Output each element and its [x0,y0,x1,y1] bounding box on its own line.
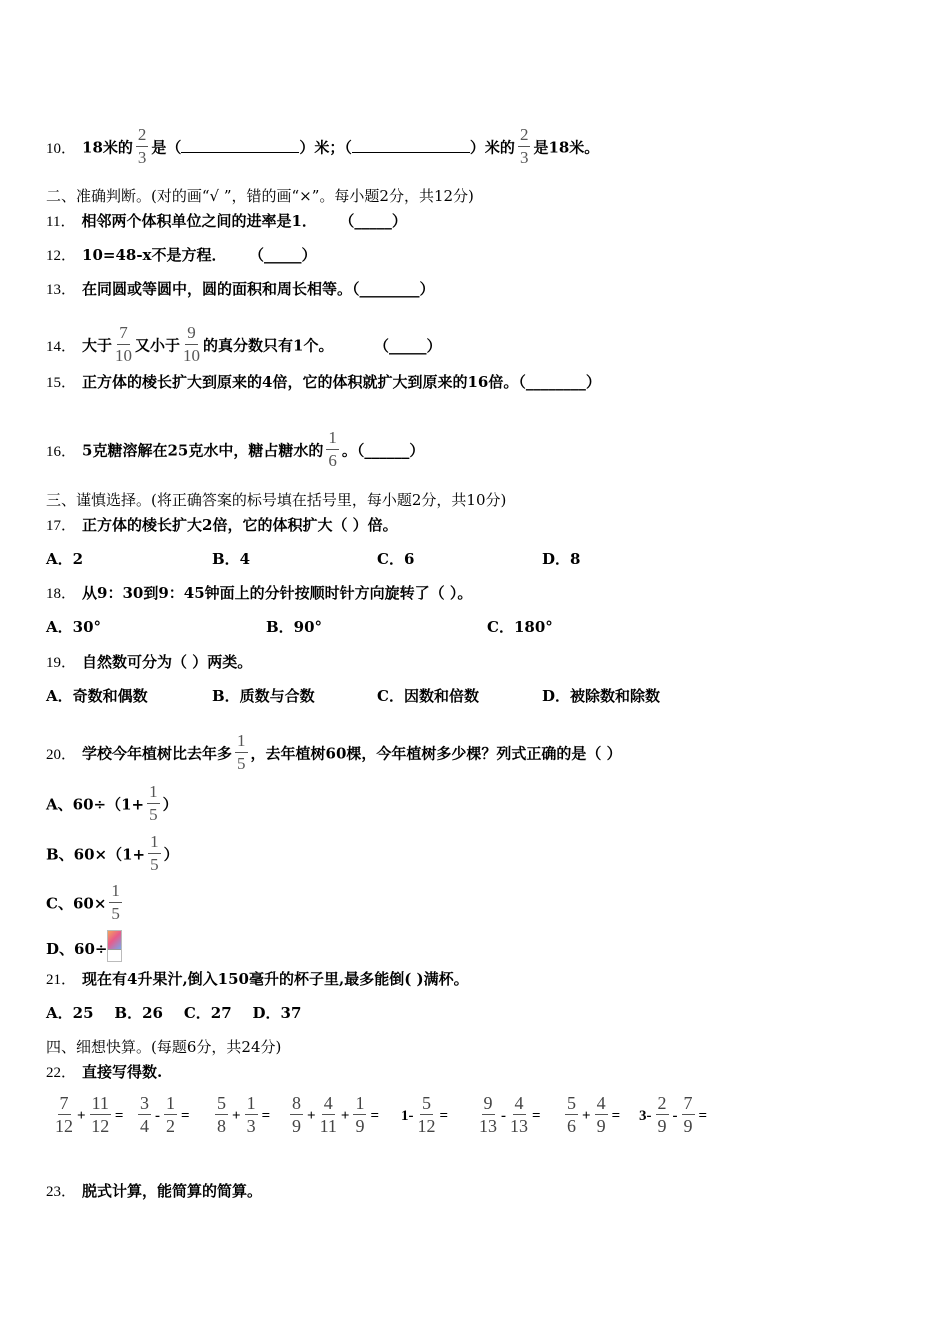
answer-blank[interactable]: （_____） [381,336,442,355]
question-22: 22． 直接写得数. [46,1063,163,1081]
question-12: 12． 10=48-x不是方程． （_____） [46,246,317,264]
question-20: 20． 学校今年植树比去年多 $\frac{1}{5}$ ，去年植树60棵，今年植树多少棵？列式正确的是（ ） [46,731,622,773]
calc-item-4[interactable]: $\frac{8}{9}$ + $\frac{4}{11}$ + $\frac{1}{9}$ = [292,1093,380,1136]
calc-item-5[interactable]: 1- $\frac{5}{12}$ = [401,1093,449,1136]
question-21: 21． 现在有4升果汁,倒入150毫升的杯子里,最多能倒( )满杯。 [46,970,469,988]
fraction: $\frac{1}{5}$ [237,731,246,773]
fraction: $\frac{9}{10}$ [183,323,201,365]
answer-blank[interactable]: （_____） [346,212,407,230]
option-d[interactable]: D．被除数和除数 [542,687,661,705]
question-number: 10． [46,140,77,157]
section-2-title: 二、准确判断。(对的画“√ ”，错的画“×”。每小题2分，共12分) [46,187,474,205]
answer-blank[interactable]: （_____） [256,246,317,264]
fraction: $\frac{1}{5}$ [149,782,158,824]
question-18: 18． 从9：30到9：45钟面上的分针按顺时针方向旋转了（ ）。 [46,584,473,602]
question-19: 19． 自然数可分为（ ）两类。 [46,653,253,671]
calc-item-1[interactable]: $\frac{7}{12}$ + $\frac{11}{12}$ = [55,1093,124,1136]
question-16: 16． 5克糖溶解在25克水中，糖占糖水的 $\frac{1}{6}$ 。（______） [46,428,425,470]
options-row[interactable]: A．25 B．26 C．27 D．37 [46,1004,302,1022]
option-d[interactable]: D．8 [542,550,581,568]
option-b[interactable]: B、60×（1+ $\frac{1}{5}$ ） [46,832,179,874]
option-b[interactable]: B．4 [212,550,251,568]
fraction: $\frac{1}{5}$ [150,832,159,874]
question-14: 14． 大于 $\frac{7}{10}$ 又小于 $\frac{9}{10}$ 的真分数只有1个。 （_____） [46,323,442,365]
fraction: $\frac{7}{10}$ [115,323,133,365]
option-c[interactable]: C．因数和倍数 [377,687,479,705]
calc-item-8[interactable]: 3- $\frac{2}{9}$ - $\frac{7}{9}$ = [639,1093,708,1136]
option-c[interactable]: C．180° [487,618,553,636]
option-a[interactable]: A．奇数和偶数 [46,687,148,705]
section-3-title: 三、谨慎选择。(将正确答案的标号填在括号里，每小题2分，共10分) [46,491,507,509]
option-a[interactable]: A．2 [46,550,84,568]
option-b[interactable]: B．90° [266,618,323,636]
calc-item-7[interactable]: $\frac{5}{6}$ + $\frac{4}{9}$ = [567,1093,621,1136]
option-b[interactable]: B．质数与合数 [212,687,315,705]
question-13: 13． 在同圆或等圆中，圆的面积和周长相等。（________） [46,280,435,298]
section-4-title: 四、细想快算。(每题6分，共24分) [46,1038,282,1056]
question-15: 15． 正方体的棱长扩大到原来的4倍，它的体积就扩大到原来的16倍。（________） [46,373,601,391]
question-17: 17． 正方体的棱长扩大2倍，它的体积扩大（ ）倍。 [46,516,398,534]
question-10: 10． 18米的 $\frac{2}{3}$ 是（ ）米；（ ）米的 $\frac{2}{3}$ 是18米。 [46,125,600,167]
broken-image-icon [107,930,122,962]
option-c[interactable]: C．6 [377,550,415,568]
fraction: $\frac{1}{5}$ [111,881,120,923]
calc-item-2[interactable]: $\frac{3}{4}$ - $\frac{1}{2}$ = [140,1093,190,1136]
option-a[interactable]: A．30° [46,618,102,636]
calc-item-3[interactable]: $\frac{5}{8}$ + $\frac{1}{3}$ = [217,1093,271,1136]
option-a[interactable]: A、60÷（1+ $\frac{1}{5}$ ） [46,782,178,824]
fraction: $\frac{1}{6}$ [328,428,337,470]
fraction: $\frac{2}{3}$ [519,125,529,167]
calc-item-6[interactable]: $\frac{9}{13}$ - $\frac{4}{13}$ = [479,1093,541,1136]
answer-blank[interactable] [181,138,299,153]
fraction: $\frac{2}{3}$ [137,125,147,167]
option-c[interactable]: C、60× $\frac{1}{5}$ [46,881,120,923]
question-23: 23． 脱式计算，能简算的简算。 [46,1182,263,1200]
answer-blank[interactable] [352,138,470,153]
option-d[interactable]: D、60÷ [46,934,122,966]
question-11: 11． 相邻两个体积单位之间的进率是1． （_____） [46,212,407,230]
